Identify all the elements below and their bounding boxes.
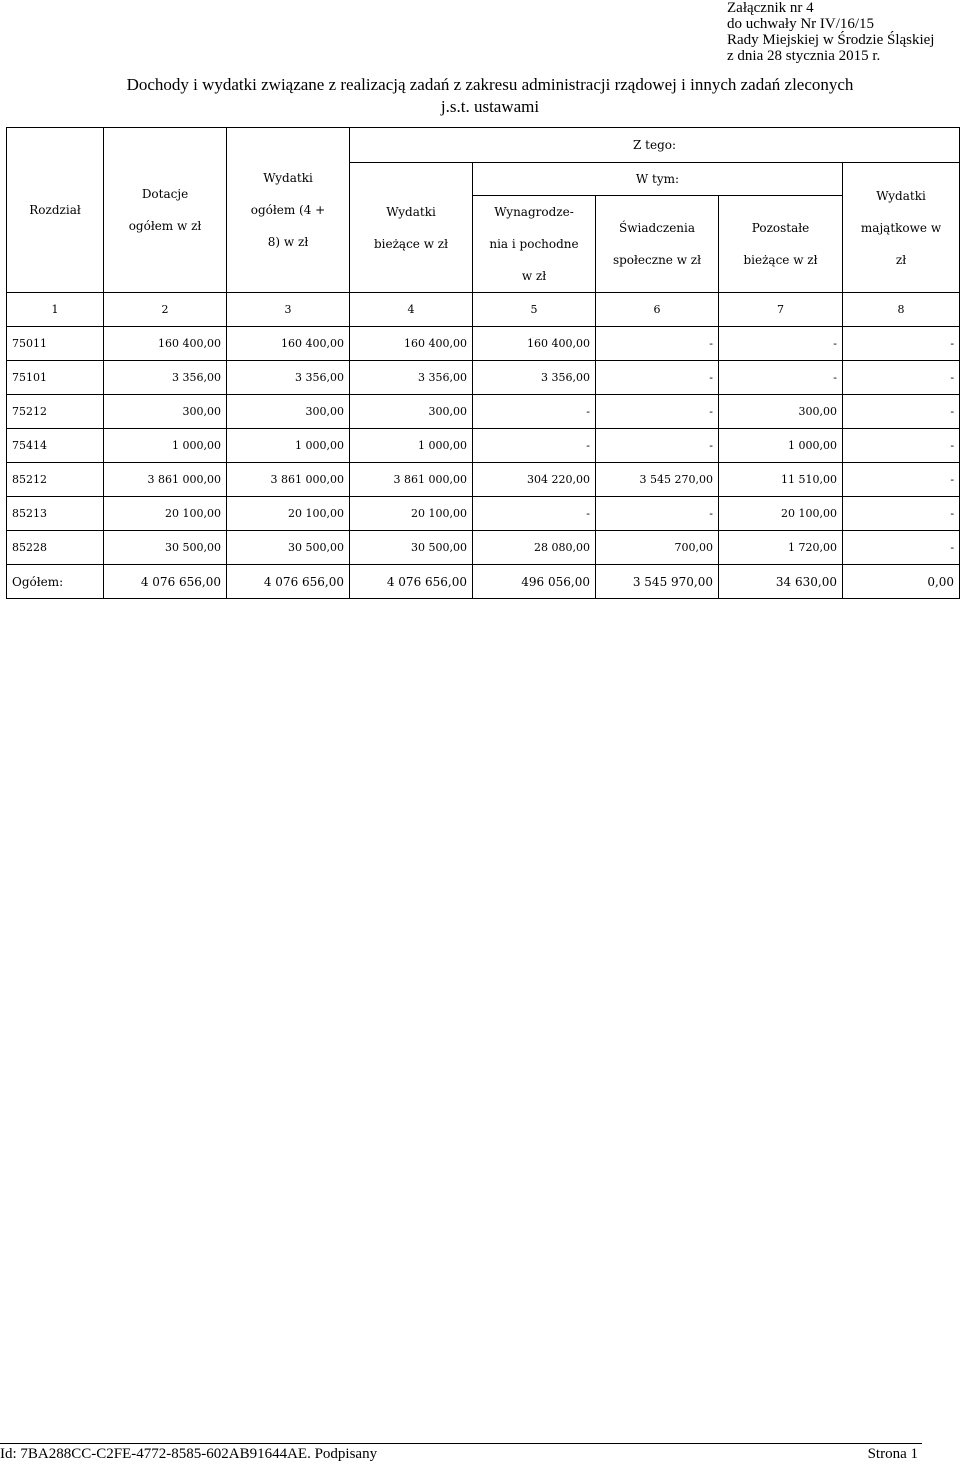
table-cell: 3 861 000,00 xyxy=(227,463,350,497)
table-cell: 75101 xyxy=(7,361,104,395)
table-row xyxy=(7,463,960,497)
table-cell: 30 500,00 xyxy=(104,531,227,565)
header-wydatki-majatkowe xyxy=(843,163,960,293)
table-row xyxy=(7,327,960,361)
table-cell: 20 100,00 xyxy=(350,497,473,531)
table-cell: - xyxy=(843,463,960,497)
header-wynagrodzenia xyxy=(473,196,596,293)
title-line-2: j.s.t. ustawami xyxy=(440,97,540,116)
table-cell: 1 720,00 xyxy=(719,531,843,565)
header-wynagrodzenia-line-1: Wynagrodze- xyxy=(494,205,574,219)
column-number: 5 xyxy=(473,293,596,327)
attachment-line-3: Rady Miejskiej w Środzie Śląskiej xyxy=(727,32,935,48)
table-cell: 700,00 xyxy=(596,531,719,565)
table-cell: 85213 xyxy=(7,497,104,531)
table-cell: - xyxy=(596,497,719,531)
header-wydatki-biezace xyxy=(350,163,473,293)
header-wynagrodzenia-line-2: nia i pochodne xyxy=(489,237,579,251)
header-swiadczenia-line-1: Świadczenia xyxy=(618,221,696,235)
table-cell: 30 500,00 xyxy=(227,531,350,565)
column-number: 4 xyxy=(350,293,473,327)
table-cell: - xyxy=(843,361,960,395)
table-cell: 75011 xyxy=(7,327,104,361)
total-cell: 34 630,00 xyxy=(719,565,843,599)
attachment-line-1: Załącznik nr 4 xyxy=(727,0,814,16)
document-id: Id: 7BA288CC-C2FE-4772-8585-602AB91644AE. Podpisany xyxy=(0,1446,378,1462)
table-cell: - xyxy=(473,497,596,531)
table-row xyxy=(7,429,960,463)
table-cell: 75414 xyxy=(7,429,104,463)
table-cell: 11 510,00 xyxy=(719,463,843,497)
page-number: Strona 1 xyxy=(867,1446,918,1462)
header-wydatki-ogolem-line-3: 8) w zł xyxy=(267,235,309,249)
table-cell: 85228 xyxy=(7,531,104,565)
header-wydatki-ogolem-line-2: ogółem (4 + xyxy=(250,203,326,217)
header-wydatki-ogolem-line-1: Wydatki xyxy=(263,171,313,185)
table-cell: - xyxy=(843,531,960,565)
column-number: 6 xyxy=(596,293,719,327)
table-cell: 160 400,00 xyxy=(227,327,350,361)
header-dotacje xyxy=(104,128,227,293)
table-cell: 28 080,00 xyxy=(473,531,596,565)
table-cell: 3 356,00 xyxy=(104,361,227,395)
total-cell: 4 076 656,00 xyxy=(350,565,473,599)
table-cell: 160 400,00 xyxy=(104,327,227,361)
table-cell: 3 356,00 xyxy=(350,361,473,395)
table-cell: 304 220,00 xyxy=(473,463,596,497)
attachment-line-4: z dnia 28 stycznia 2015 r. xyxy=(727,48,881,64)
table-row xyxy=(7,531,960,565)
header-swiadczenia-line-2: społeczne w zł xyxy=(612,253,702,267)
header-z-tego: Z tego: xyxy=(350,128,960,163)
table-cell: 3 545 270,00 xyxy=(596,463,719,497)
table-cell: 20 100,00 xyxy=(104,497,227,531)
table-cell: 300,00 xyxy=(104,395,227,429)
header-wynagrodzenia-line-3: w zł xyxy=(521,269,547,283)
column-number: 1 xyxy=(7,293,104,327)
table-cell: - xyxy=(843,429,960,463)
table-cell: 3 861 000,00 xyxy=(350,463,473,497)
header-pozostale-line-1: Pozostałe xyxy=(751,221,810,235)
table-cell: 3 356,00 xyxy=(227,361,350,395)
table-cell: - xyxy=(843,395,960,429)
total-row xyxy=(7,565,960,599)
column-number: 3 xyxy=(227,293,350,327)
table-cell: 75212 xyxy=(7,395,104,429)
table-cell: - xyxy=(596,361,719,395)
table-cell: 1 000,00 xyxy=(350,429,473,463)
table-cell: 3 861 000,00 xyxy=(104,463,227,497)
table-cell: - xyxy=(473,429,596,463)
table-cell: 3 356,00 xyxy=(473,361,596,395)
table-cell: - xyxy=(719,361,843,395)
table-row xyxy=(7,395,960,429)
table-cell: 1 000,00 xyxy=(719,429,843,463)
table-cell: - xyxy=(473,395,596,429)
header-row-1 xyxy=(7,128,960,163)
header-swiadczenia xyxy=(596,196,719,293)
total-cell: Ogółem: xyxy=(7,565,104,599)
total-cell: 496 056,00 xyxy=(473,565,596,599)
total-cell: 3 545 970,00 xyxy=(596,565,719,599)
budget-table xyxy=(6,127,960,599)
document-title xyxy=(40,74,940,118)
table-cell: - xyxy=(719,327,843,361)
header-dotacje-line-1: Dotacje xyxy=(141,187,189,201)
column-number: 8 xyxy=(843,293,960,327)
table-cell: 160 400,00 xyxy=(473,327,596,361)
header-pozostale-line-2: bieżące w zł xyxy=(743,253,818,267)
total-cell: 4 076 656,00 xyxy=(104,565,227,599)
table-cell: - xyxy=(843,327,960,361)
header-majatkowe-line-2: majątkowe w xyxy=(860,220,942,235)
header-rozdzial xyxy=(7,128,104,293)
table-body xyxy=(7,293,960,599)
header-dotacje-line-2: ogółem w zł xyxy=(128,219,202,233)
header-wydatki-ogolem xyxy=(227,128,350,293)
header-biezace-line-1: Wydatki xyxy=(386,204,436,219)
header-w-tym: W tym: xyxy=(473,163,843,196)
attachment-line-2: do uchwały Nr IV/16/15 xyxy=(727,16,875,32)
header-biezace-line-2: bieżące w zł xyxy=(373,236,449,251)
attachment-note xyxy=(727,0,934,64)
header-majatkowe-line-3: zł xyxy=(895,252,907,267)
table-cell: - xyxy=(596,395,719,429)
table-cell: 300,00 xyxy=(350,395,473,429)
table-cell: 20 100,00 xyxy=(719,497,843,531)
table-row xyxy=(7,361,960,395)
header-pozostale xyxy=(719,196,843,293)
header-majatkowe-line-1: Wydatki xyxy=(876,188,926,203)
table-cell: 30 500,00 xyxy=(350,531,473,565)
table-cell: 1 000,00 xyxy=(227,429,350,463)
column-number: 7 xyxy=(719,293,843,327)
table-cell: - xyxy=(843,497,960,531)
table-cell: 300,00 xyxy=(719,395,843,429)
table-cell: 160 400,00 xyxy=(350,327,473,361)
table-cell: 1 000,00 xyxy=(104,429,227,463)
table-row xyxy=(7,497,960,531)
table-cell: - xyxy=(596,327,719,361)
column-number-row xyxy=(7,293,960,327)
total-cell: 4 076 656,00 xyxy=(227,565,350,599)
table-cell: 300,00 xyxy=(227,395,350,429)
header-rozdzial-label: Rozdział xyxy=(29,203,81,217)
page-footer xyxy=(0,1443,922,1463)
table-cell: 85212 xyxy=(7,463,104,497)
total-cell: 0,00 xyxy=(843,565,960,599)
table-cell: - xyxy=(596,429,719,463)
title-line-1: Dochody i wydatki związane z realizacją zadań z zakresu administracji rządowej i innych zadań zleconych xyxy=(126,75,854,94)
table-cell: 20 100,00 xyxy=(227,497,350,531)
column-number: 2 xyxy=(104,293,227,327)
